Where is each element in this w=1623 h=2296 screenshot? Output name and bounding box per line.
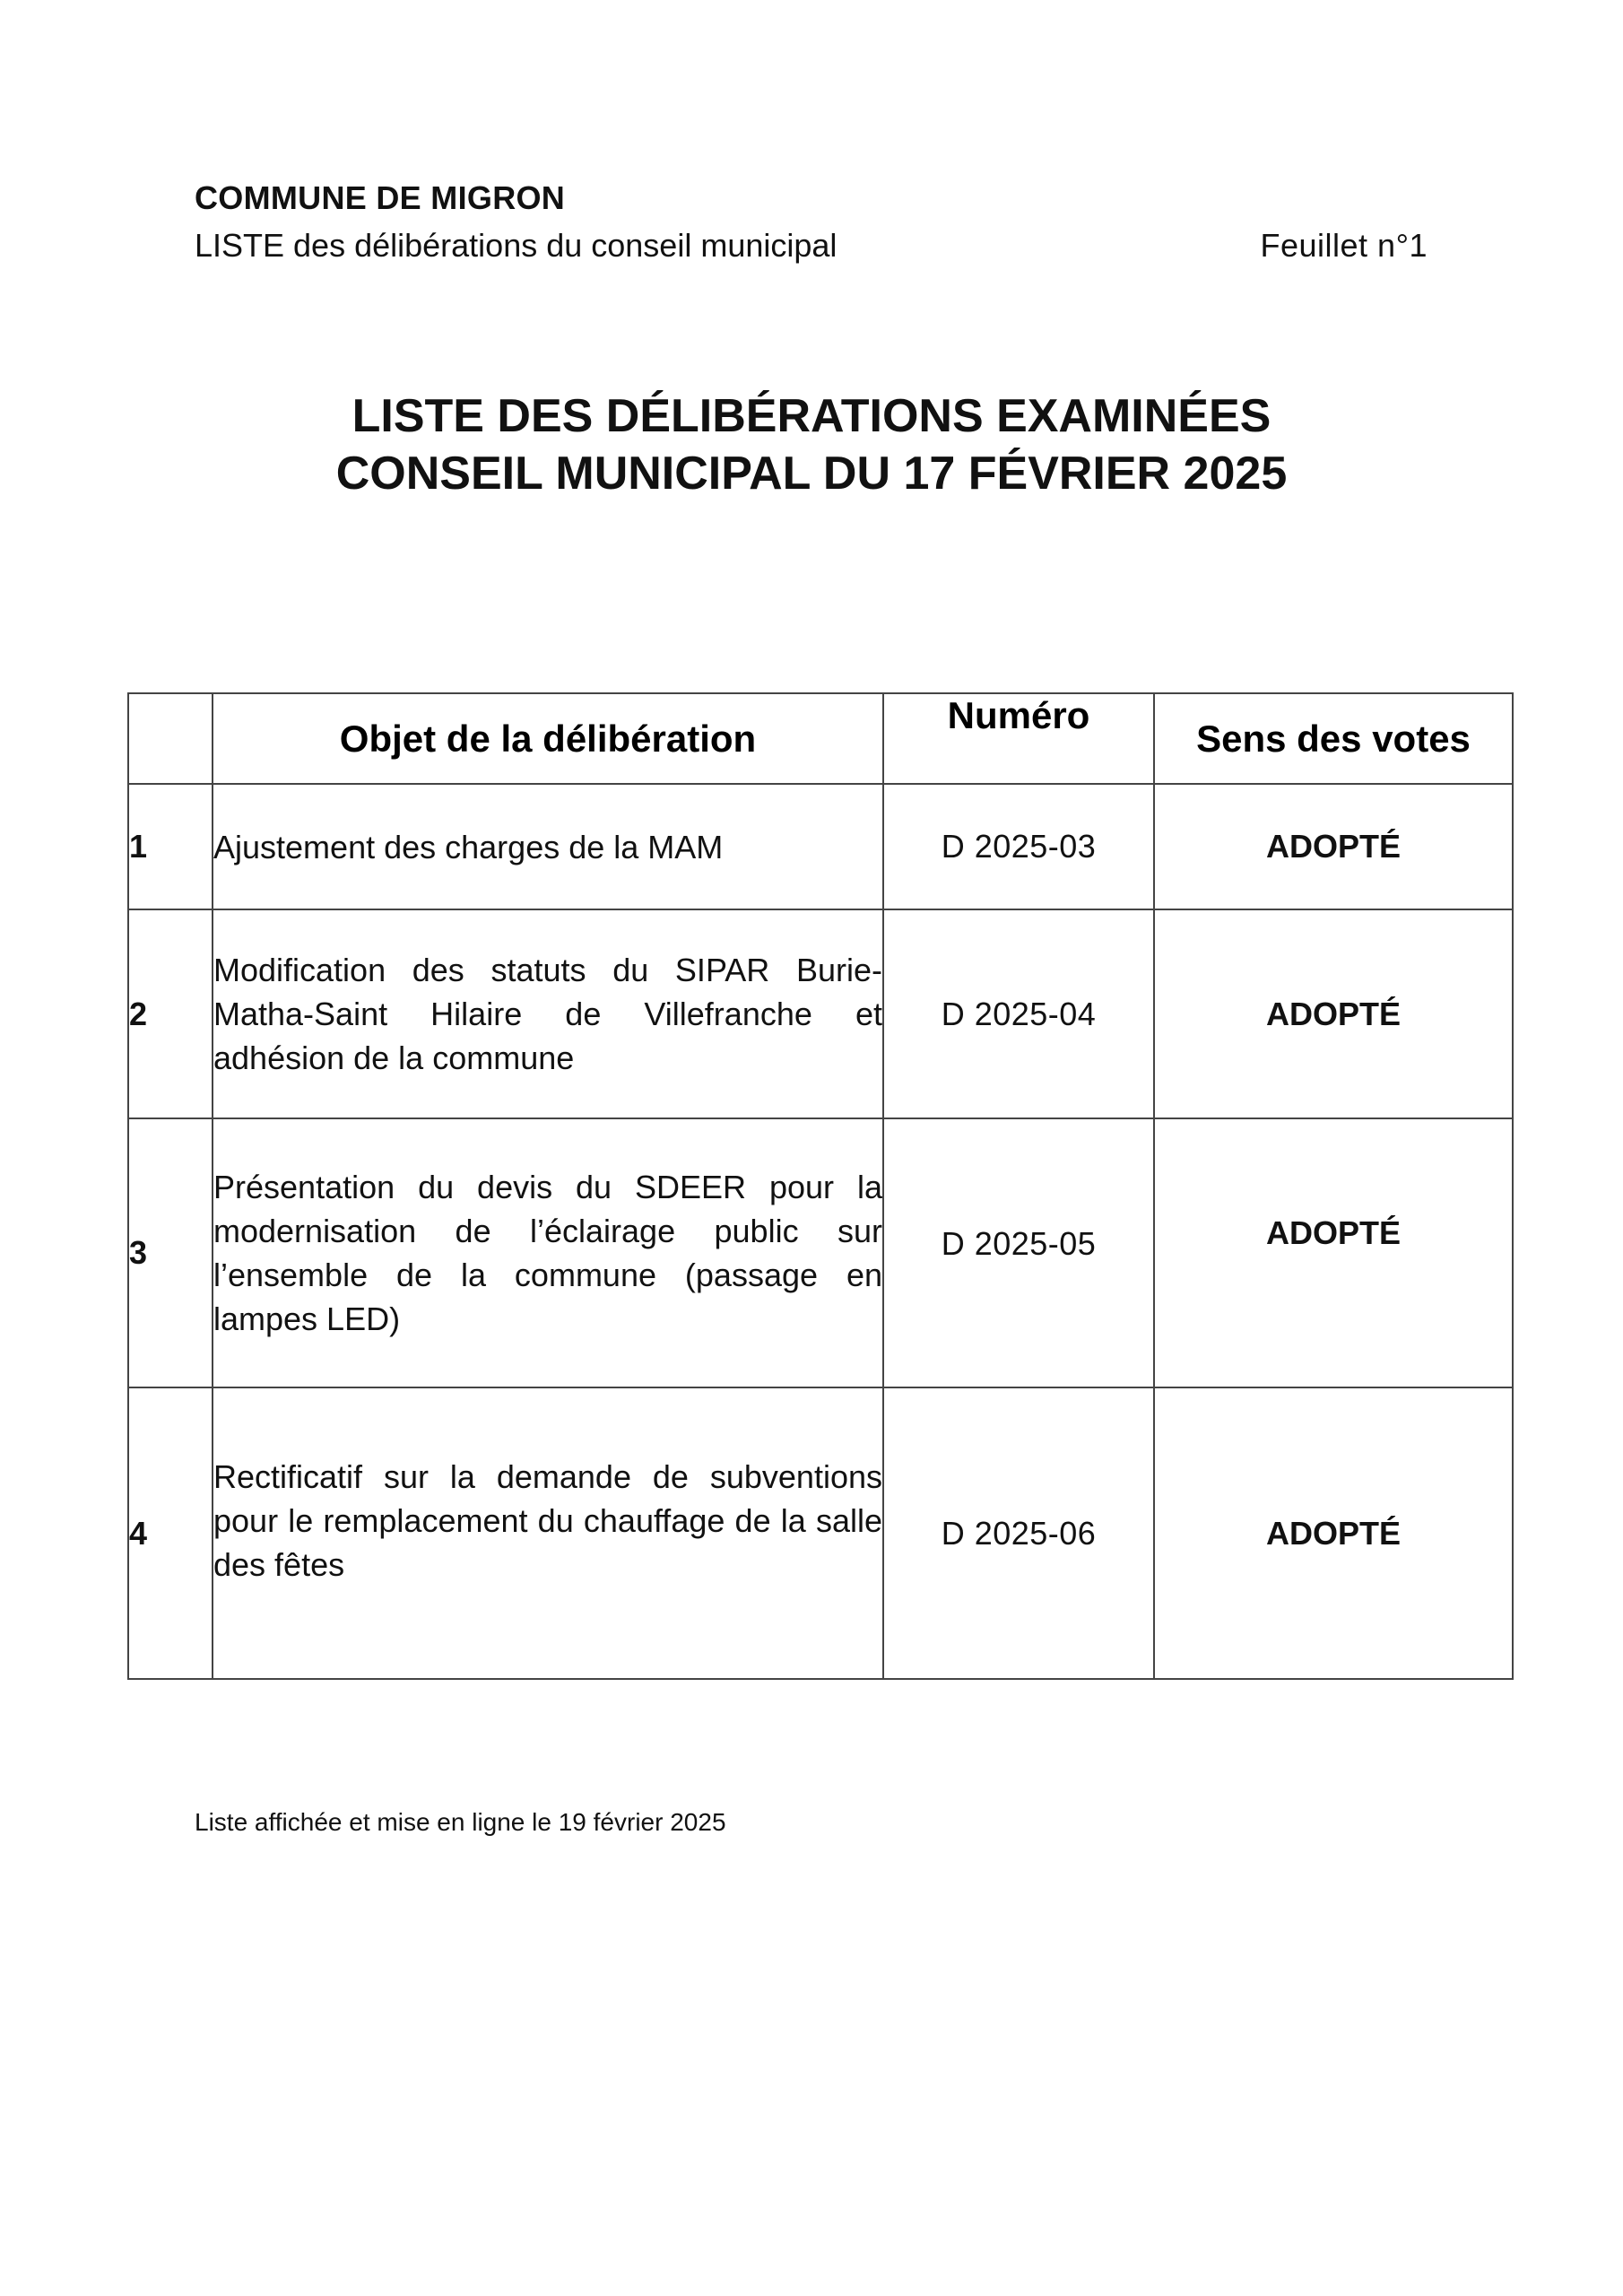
table-row	[128, 909, 1513, 1118]
row-number: D 2025-04	[883, 909, 1154, 1118]
row-number: D 2025-05	[883, 1118, 1154, 1387]
row-object: Ajustement des charges de la MAM	[213, 784, 883, 909]
row-vote: ADOPTÉ	[1154, 909, 1513, 1118]
title-line-1: LISTE DES DÉLIBÉRATIONS EXAMINÉES	[352, 390, 1271, 442]
column-header-vote: Sens des votes	[1154, 693, 1513, 784]
row-object: Présentation du devis du SDEER pour la modernisation de l’éclairage public sur l’ensemble de la commune (passage en lampes LED)	[213, 1118, 883, 1387]
row-index: 2	[128, 909, 213, 1118]
row-index: 1	[128, 784, 213, 909]
table-row	[128, 784, 1513, 909]
document-title	[0, 387, 1623, 502]
title-line-2: CONSEIL MUNICIPAL DU 17 FÉVRIER 2025	[335, 448, 1288, 500]
row-object: Rectificatif sur la demande de subventions pour le remplacement du chauffage de la salle des fêtes	[213, 1387, 883, 1679]
table-row	[128, 1118, 1513, 1387]
column-header-object: Objet de la délibération	[213, 693, 883, 784]
row-vote: ADOPTÉ	[1154, 1387, 1513, 1679]
table-header-row	[128, 693, 1513, 784]
row-vote: ADOPTÉ	[1154, 784, 1513, 909]
commune-name: COMMUNE DE MIGRON	[195, 179, 566, 216]
column-header-index	[128, 693, 213, 784]
row-number: D 2025-03	[883, 784, 1154, 909]
row-vote: ADOPTÉ	[1154, 1118, 1513, 1387]
row-number: D 2025-06	[883, 1387, 1154, 1679]
column-header-number: Numéro	[883, 693, 1154, 784]
footer-note: Liste affichée et mise en ligne le 19 février 2025	[195, 1808, 726, 1836]
row-index: 4	[128, 1387, 213, 1679]
sheet-number: Feuillet n°1	[1260, 227, 1428, 264]
deliberations-table	[127, 692, 1514, 1680]
document-subtitle: LISTE des délibérations du conseil municipal	[195, 227, 838, 264]
table-row	[128, 1387, 1513, 1679]
row-object: Modification des statuts du SIPAR Burie-Matha-Saint Hilaire de Villefranche et adhésion de la commune	[213, 909, 883, 1118]
row-index: 3	[128, 1118, 213, 1387]
